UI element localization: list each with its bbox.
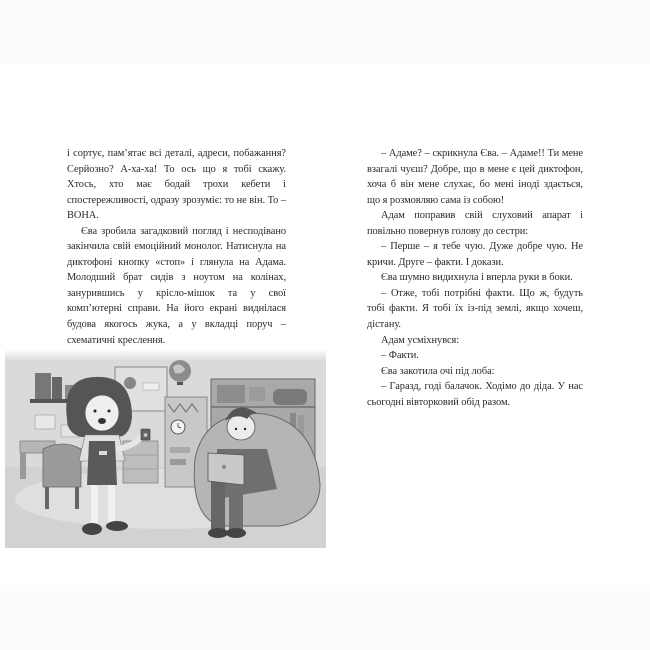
paragraph: Єва закотила очі під лоба: [381,365,495,377]
paragraph: і сортує, пам’ятає всі деталі, адреси, побажання? Серйозно? А-ха-ха! То ось що я тобі скажу. Хтось, хто має бодай трохи кебети і спостережливості, одразу зрозуміє: то не він. То – ВОНА. [67,148,286,222]
paragraph: Адам поправив свій слуховий апарат і повільно повернув голову до сестри: [367,210,583,237]
laptop [208,453,244,485]
top-margin-band [0,0,650,64]
right-page-text [367,146,583,410]
paragraph: – Факти. [381,350,419,362]
left-page-text [67,146,286,348]
bottom-margin-band [0,585,650,650]
paragraph: Єва зробила загадковий погляд і несподівано закінчила свій емоційний монолог. Натиснула на диктофоні кнопку «стоп» і глянула на Адама. Молодший брат сидів з ноутом на колінах, занурившись у крісло-мішок та у свої комп’ютерні справи. На його екрані виднілася будова якогось жука, а у вкладці поруч – схематичні креслення. [67,225,286,346]
paragraph: – Отже, тобі потрібні факти. Що ж, будуть тобі факти. Я тобі їх із-під землі, якщо хочеш, дістану. [367,287,583,331]
voice-recorder [141,429,150,440]
paragraph: – Гаразд, годі балачок. Ходімо до діда. У нас сьогодні вівторковий обід разом. [367,381,583,408]
paragraph: Адам усміхнувся: [381,334,460,346]
clock [171,420,185,434]
paragraph: Єва шумно видихнула і вперла руки в боки. [381,272,573,284]
illustration [5,349,326,548]
paragraph: – Адаме? – скрикнула Єва. – Адаме!! Ти мене взагалі чуєш? Добре, що в мене є цей диктофон, хоча б він мене слухає, бо мені іноді здається, що я розмовляю сама із собою! [367,148,583,206]
paragraph: – Перше – я тебе чую. Дуже добре чую. Не кричи. Друге – факти. І докази. [367,241,583,268]
